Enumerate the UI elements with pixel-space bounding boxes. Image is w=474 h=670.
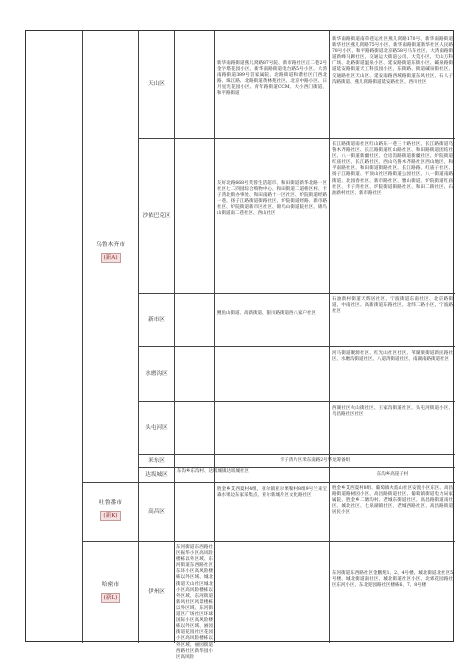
cell-text: 东河街道东西路社区振华小区高风险楼栋以外区域、东河街道东西路社区东环小区高风险楼栋以外区域、城北街道天山社区城北小区高风险楼栋以外区域、东河街道新风社区风景楼栋以外区域、东河街道区广场社区环球国际小区高风险楼栋以外区域、丽园街道花园社区花园小区高风险楼栋以外区域、丽园街道西路社区新华园小区高风险 xyxy=(176,545,213,660)
district-cell xyxy=(139,542,174,643)
area-text xyxy=(175,455,455,467)
district-cell xyxy=(139,347,174,401)
grid-line xyxy=(138,138,455,139)
area-text xyxy=(217,487,327,537)
district-cell xyxy=(139,402,174,454)
low-risk-text xyxy=(332,142,453,292)
area-text xyxy=(217,61,327,131)
low-risk-text xyxy=(332,571,453,631)
district-name: 新市区 xyxy=(148,316,165,323)
low-risk-text xyxy=(332,297,453,345)
plate-tag: (新A) xyxy=(101,253,121,263)
cell-text: 长江路街道南社区红山路东一巷三十路社区、长江路街道乌鲁木齐路社区、长江路街道红山路社区、和田路街道团结社区、八一街道新疆社区、仓房沟路街道新疆社区、炉院街道红庙社区、长江路社区、西山乌鲁木齐路社区西山地区、和平南路社区、和田街道街路社区、长江路路、红庙子社区、扬子江路街道、平顶山社区路街道公园社区、八一街道南路街道、北园春社区、新市路社区、雅山街道、炉院街道红庙社区、卡子湾社区、炉院街道街路社区、和田二街社区、石油新村社区、新市路社区 xyxy=(332,142,453,196)
cell-text: 友好北路668号芙蓉生活超市、和田街道新华北路一区社区七二四园综合购物中心、和田街道二道桥区村、卡子湾北街办事处、和田南路十一区社区、炉院街道经路一巷、扬子江路街道街路社区、炉院街道经路、新市路社区、炉院街道新市区社区、锦鸟山街道院社区、锦鸟山街道南二巷社区、西山社区 xyxy=(217,181,327,217)
cell-text: 东沟乡高崖子村 xyxy=(376,471,409,477)
area-text xyxy=(217,311,327,341)
district-name: 沙依巴克区 xyxy=(142,212,171,219)
cell-text: 东河街道东西路社区金鹏苑1、2、4号楼、城北街道北社区5号楼、城北街道南社区、城北街道社区小区、北郊花园路社区东河小区、东北迎园路社区楼栋6、7、8号楼 xyxy=(332,571,453,589)
grid-line xyxy=(138,346,455,347)
low-risk-text xyxy=(332,486,453,540)
district-cell xyxy=(139,468,174,482)
city-cell-turpan xyxy=(83,499,138,521)
grid-line xyxy=(174,31,175,643)
district-table xyxy=(25,30,454,660)
risk-area-text xyxy=(176,545,213,660)
city-cell-hami xyxy=(83,581,138,603)
district-cell xyxy=(139,139,174,293)
cell-text: 西湖社区火山街社区、王家沟街道社区、头屯河街道小区、乌昌路社区社区 xyxy=(332,406,453,418)
grid-line xyxy=(82,482,455,483)
district-cell xyxy=(139,455,174,467)
grid-line xyxy=(214,31,215,643)
cell-text: 新华南路街道南草巷运社区燕儿窝路170号、新华南路街道新华社区燕儿窝路75号小区、新华南路街道新华社区人民路78号小区、和平路路街道北京路58号马车社区、大湾南路街道新峰马蹄社区、交通运大街道公司、大荒小区、天山万科广场、北路街道温泉小区、延安路街道东街小区、碱泉路街道延安路街道天工科技园小区、东街路、街道碱泉街社区、交通路社区天山区、延安南路西域路街道东风社区、石人子沟路街道、燕儿窝路街道延安路社区、西川社区 xyxy=(332,37,453,85)
area-text xyxy=(177,469,327,481)
grid-line xyxy=(329,31,330,643)
district-name: 高昌区 xyxy=(148,508,165,515)
district-cell xyxy=(139,31,174,138)
cell-text: 东沟乡东沟村、达坂城镇达坂城社区 xyxy=(177,469,249,474)
cell-text: 卡子湾片区米东南路2号华龙筹备组 xyxy=(279,457,351,463)
plate-tag: (新K) xyxy=(100,511,120,521)
district-name: 水磨沟区 xyxy=(145,370,168,377)
grid-line xyxy=(82,541,455,542)
area-text xyxy=(217,181,327,261)
cell-text: 新华南路街道燕儿窝路87号院、新市路社区正二巷2号金字塔花园小区、新华南路街道电台路5号小区、大湾南路街道389号首家属院、北路街道和谐社区门西北路、珠江路、北路街道黄林苑社区、北京中路小区、日月星光花园小区、青年路街道CCM、大小西门街道、和平路街道 xyxy=(217,61,327,97)
grid-line xyxy=(82,31,83,643)
city-name: 乌鲁木齐市 xyxy=(96,242,125,248)
low-risk-text xyxy=(332,351,453,399)
district-cell xyxy=(139,483,174,541)
district-cell xyxy=(139,294,174,346)
city-cell-urumqi xyxy=(83,241,138,263)
cell-text: 石油新村街道天辉居社区、宁波街道东南社区、北京路街道、中南社区、高新街道东路社区、北纬二路小区、宁波路社区 xyxy=(332,297,453,315)
cell-text: 河马街道聚源社区、红光山社区社区、苇湖梁街道新民路社区、水磨沟街道社区、八道湾街道社区、南湖南路街道社区 xyxy=(332,351,453,363)
grid-line xyxy=(138,293,455,294)
cell-text: 胜金乡艾西夏村4组、亚尔镇亚尔果勒村8组9号兰来宝森水果边东家采集点、亚尔新城片区文化路社区 xyxy=(217,487,327,499)
city-name: 哈密市 xyxy=(101,582,120,588)
district-name: 天山区 xyxy=(148,81,165,87)
district-name: 米东区 xyxy=(148,457,165,464)
low-risk-text xyxy=(332,406,453,452)
low-risk-text xyxy=(332,37,453,137)
district-name: 头屯河区 xyxy=(145,424,168,431)
low-risk-text xyxy=(330,468,455,482)
district-name: 伊州区 xyxy=(148,589,165,595)
cell-text: 鲤鱼山街道、高新街道、银川路街道西八家户社区 xyxy=(217,311,316,316)
cell-text: 胜金乡艾西夏村8组、葡萄镇火焰山社区安置小区东区、高昌路街道路树园小区、高昌路街道社区、葡萄镇街道电力局家属院、胜金乡二塘沟村、老城东街道社区、高昌路街道南社区、城北社区、七泉湖镇社区、老城西路社区、高昌路街道居民小区 xyxy=(332,486,453,516)
city-name: 吐鲁番市 xyxy=(98,500,123,506)
grid-line xyxy=(138,401,455,402)
district-name: 达坂城区 xyxy=(145,471,168,478)
plate-tag: (新L) xyxy=(101,593,121,603)
